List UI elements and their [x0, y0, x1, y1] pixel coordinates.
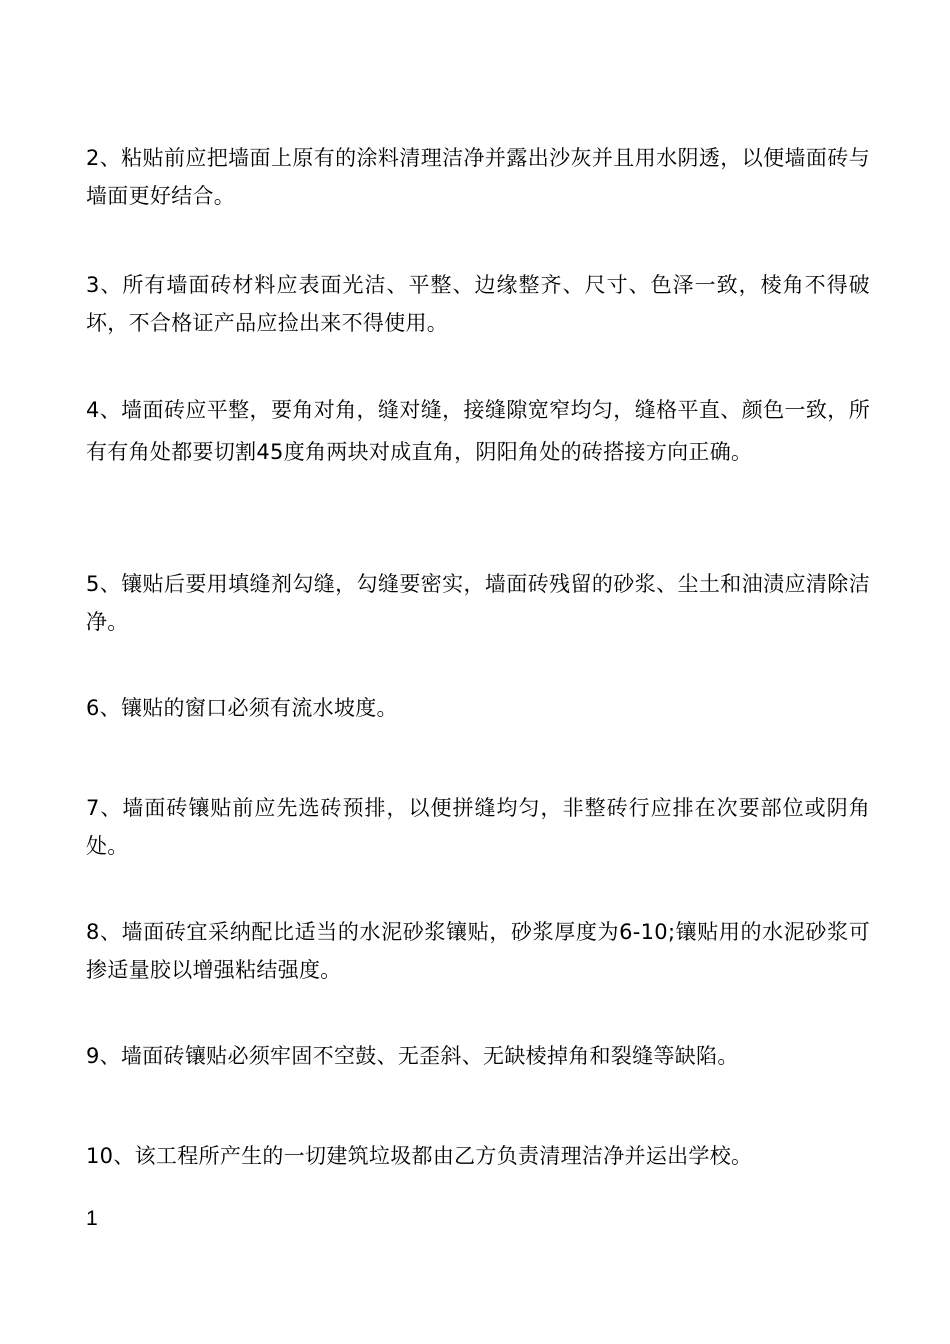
paragraph-item-9: 9、墙面砖镶贴必须牢固不空鼓、无歪斜、无缺棱掉角和裂缝等缺陷。 [86, 1044, 739, 1068]
paragraph-item-8: 8、墙面砖宜采纳配比适当的水泥砂浆镶贴，砂浆厚度为6-10;镶贴用的水泥砂浆可掺适量胶以增强粘结强度。 [86, 920, 870, 982]
paragraph-item-4: 4、墙面砖应平整，要角对角，缝对缝，接缝隙宽窄均匀，缝格平直、颜色一致，所有有角处都要切割45度角两块对成直角，阴阳角处的砖搭接方向正确。 [86, 398, 870, 464]
paragraph-item-3: 3、所有墙面砖材料应表面光洁、平整、边缘整齐、尺寸、色泽一致，棱角不得破坏，不合格证产品应捡出来不得使用。 [86, 273, 870, 335]
paragraph-item-7: 7、墙面砖镶贴前应先选砖预排，以便拼缝均匀，非整砖行应排在次要部位或阴角处。 [86, 796, 870, 858]
paragraph-item-2: 2、粘贴前应把墙面上原有的涂料清理洁净并露出沙灰并且用水阴透，以便墙面砖与墙面更好结合。 [86, 146, 870, 208]
paragraph-item-6: 6、镶贴的窗口必须有流水坡度。 [86, 696, 398, 720]
page-number: 1 [86, 1207, 98, 1230]
paragraph-item-5: 5、镶贴后要用填缝剂勾缝，勾缝要密实，墙面砖残留的砂浆、尘土和油渍应清除洁净。 [86, 572, 870, 634]
paragraph-item-10: 10、该工程所产生的一切建筑垃圾都由乙方负责清理洁净并运出学校。 [86, 1144, 753, 1168]
